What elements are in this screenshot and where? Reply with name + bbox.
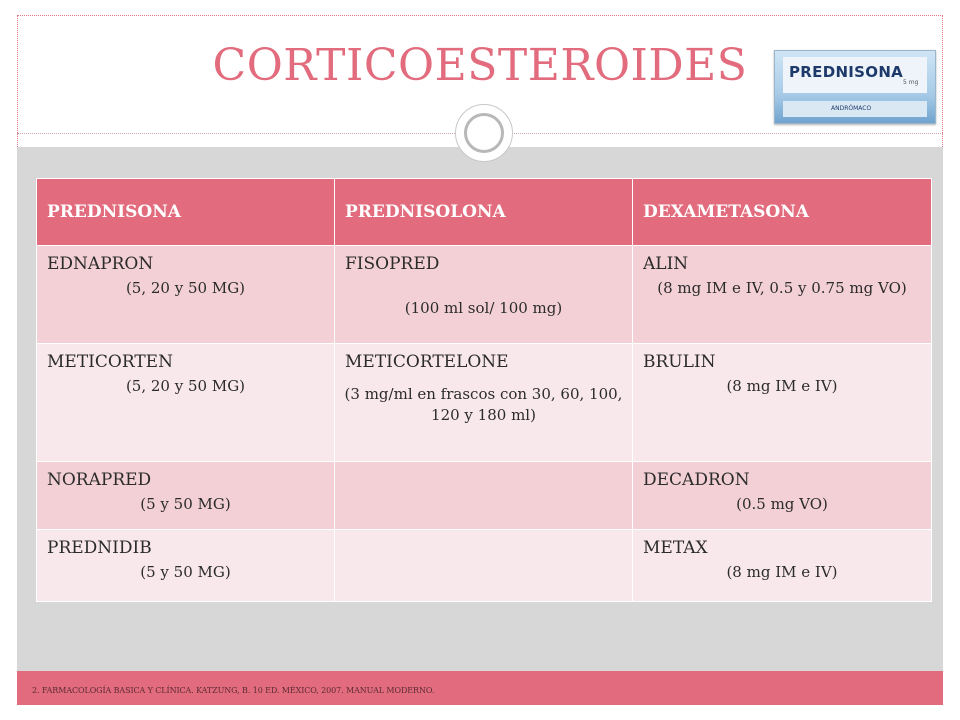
table-cell xyxy=(37,530,335,602)
logo-maker-text: ANDRÓMACO xyxy=(831,105,872,112)
drug-detail: (3 mg/ml en frascos con 30, 60, 100, 120 y 180 ml) xyxy=(344,385,623,424)
table-header-row xyxy=(37,179,932,246)
drug-name: ALIN xyxy=(643,254,689,274)
table-cell xyxy=(335,344,633,462)
drug-name: METAX xyxy=(643,538,708,558)
table-cell xyxy=(335,462,633,530)
drug-detail: (8 mg IM e IV, 0.5 y 0.75 mg VO) xyxy=(657,279,907,297)
drug-name: FISOPRED xyxy=(345,254,440,274)
drug-detail: (8 mg IM e IV) xyxy=(726,563,838,581)
drug-name: METICORTEN xyxy=(47,352,173,372)
drug-name: BRULIN xyxy=(643,352,716,372)
header-prednisolona: PREDNISOLONA xyxy=(335,179,633,246)
table-cell xyxy=(37,344,335,462)
drug-detail: (0.5 mg VO) xyxy=(736,495,828,513)
footer-citation: 2. FARMACOLOGÍA BASICA Y CLÍNICA. KATZUNG, B. 10 ED. MÉXICO, 2007. MANUAL MODERNO. xyxy=(32,686,435,695)
frame-top-border xyxy=(17,15,943,16)
decorative-circle-icon xyxy=(455,104,513,162)
drug-name: METICORTELONE xyxy=(345,352,509,372)
drug-detail: (5 y 50 MG) xyxy=(140,495,231,513)
table-row xyxy=(37,462,932,530)
table-row xyxy=(37,530,932,602)
drug-detail: (100 ml sol/ 100 mg) xyxy=(404,299,563,317)
table-cell xyxy=(335,530,633,602)
header-dexametasona: DEXAMETASONA xyxy=(633,179,932,246)
table-cell xyxy=(633,344,932,462)
table-cell xyxy=(633,530,932,602)
table-cell xyxy=(335,246,633,344)
corticosteroid-table xyxy=(36,178,932,602)
table-cell xyxy=(37,462,335,530)
drug-detail: (5, 20 y 50 MG) xyxy=(125,279,246,297)
drug-detail: (5 y 50 MG) xyxy=(140,563,231,581)
logo-brand-text: PREDNISONA xyxy=(789,63,904,81)
decorative-ring xyxy=(464,113,504,153)
drug-name: EDNAPRON xyxy=(47,254,154,274)
drug-name: PREDNIDIB xyxy=(47,538,152,558)
table-cell xyxy=(633,246,932,344)
drug-detail: (8 mg IM e IV) xyxy=(726,377,838,395)
header-prednisona: PREDNISONA xyxy=(37,179,335,246)
drug-name: DECADRON xyxy=(643,470,750,490)
table-cell xyxy=(37,246,335,344)
table-row xyxy=(37,344,932,462)
logo-dose-text: 5 mg xyxy=(903,79,919,86)
slide-title: CORTICOESTEROIDES xyxy=(212,40,748,91)
table-row xyxy=(37,246,932,344)
table-cell xyxy=(633,462,932,530)
prednisona-box-image xyxy=(774,50,936,124)
drug-detail: (5, 20 y 50 MG) xyxy=(125,377,246,395)
drug-name: NORAPRED xyxy=(47,470,152,490)
